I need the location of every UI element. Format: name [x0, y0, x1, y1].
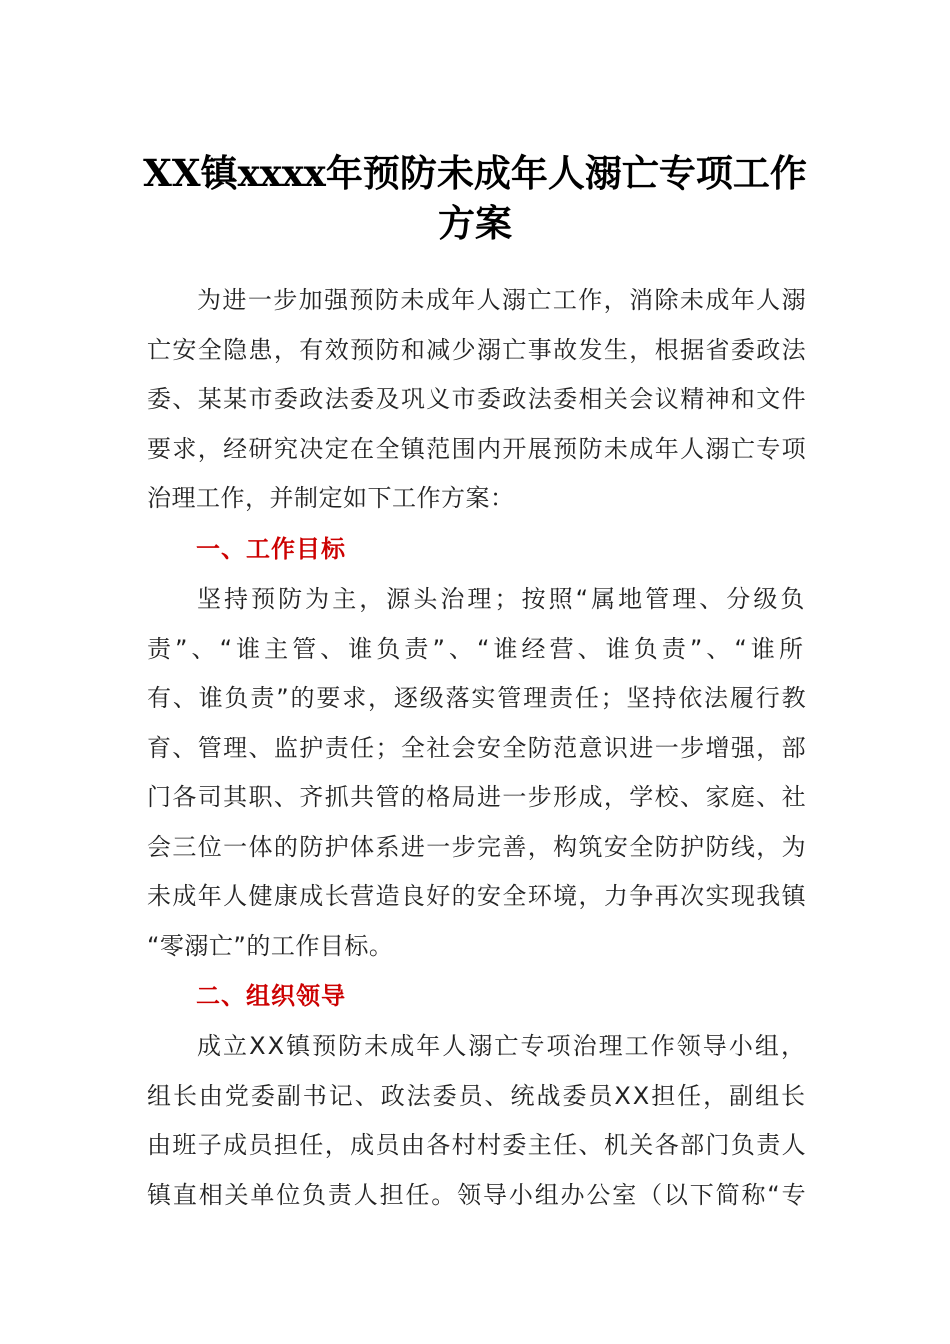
section-heading-work-goal: 一、工作目标	[196, 535, 346, 563]
text-line: 未成年人健康成长营造良好的安全环境，力争再次实现我镇	[147, 882, 807, 910]
document-title: XX镇xxxx年预防未成年人溺亡专项工作	[143, 151, 807, 195]
text-line: 坚持预防为主，源头治理；按照“属地管理、分级负	[197, 585, 807, 613]
text-line: 亡安全隐患，有效预防和减少溺亡事故发生，根据省委政法	[147, 335, 807, 364]
text-line: 由班子成员担任，成员由各村村委主任、机关各部门负责人	[147, 1131, 807, 1159]
text-line: 门各司其职、齐抓共管的格局进一步形成，学校、家庭、社	[147, 783, 807, 811]
text-line: 会三位一体的防护体系进一步完善，构筑安全防护防线，为	[147, 832, 807, 861]
text-line: 成立XX镇预防未成年人溺亡专项治理工作领导小组，	[197, 1032, 807, 1060]
organization-paragraph	[147, 1022, 807, 1220]
section-heading-organization: 二、组织领导	[196, 982, 346, 1010]
text-line: “零溺亡”的工作目标。	[147, 931, 394, 960]
text-line: 组长由党委副书记、政法委员、统战委员XX担任，副组长	[147, 1081, 807, 1110]
text-line: 要求，经研究决定在全镇范围内开展预防未成年人溺亡专项	[147, 434, 807, 463]
text-line: 委、某某市委政法委及巩义市委政法委相关会议精神和文件	[147, 385, 807, 413]
text-line: 育、管理、监护责任；全社会安全防范意识进一步增强，部	[147, 733, 807, 762]
intro-paragraph	[147, 276, 807, 524]
document-title-continued: 方案	[438, 201, 512, 245]
text-line: 镇直相关单位负责人担任。领导小组办公室（以下简称“专	[147, 1180, 807, 1209]
text-line: 治理工作，并制定如下工作方案：	[147, 484, 515, 512]
work-goal-paragraph	[147, 575, 807, 971]
text-line: 责”、“谁主管、谁负责”、“谁经营、谁负责”、“谁所	[147, 634, 807, 663]
text-line: 为进一步加强预防未成年人溺亡工作，消除未成年人溺	[197, 286, 807, 314]
text-line: 有、谁负责”的要求，逐级落实管理责任；坚持依法履行教	[147, 684, 807, 712]
